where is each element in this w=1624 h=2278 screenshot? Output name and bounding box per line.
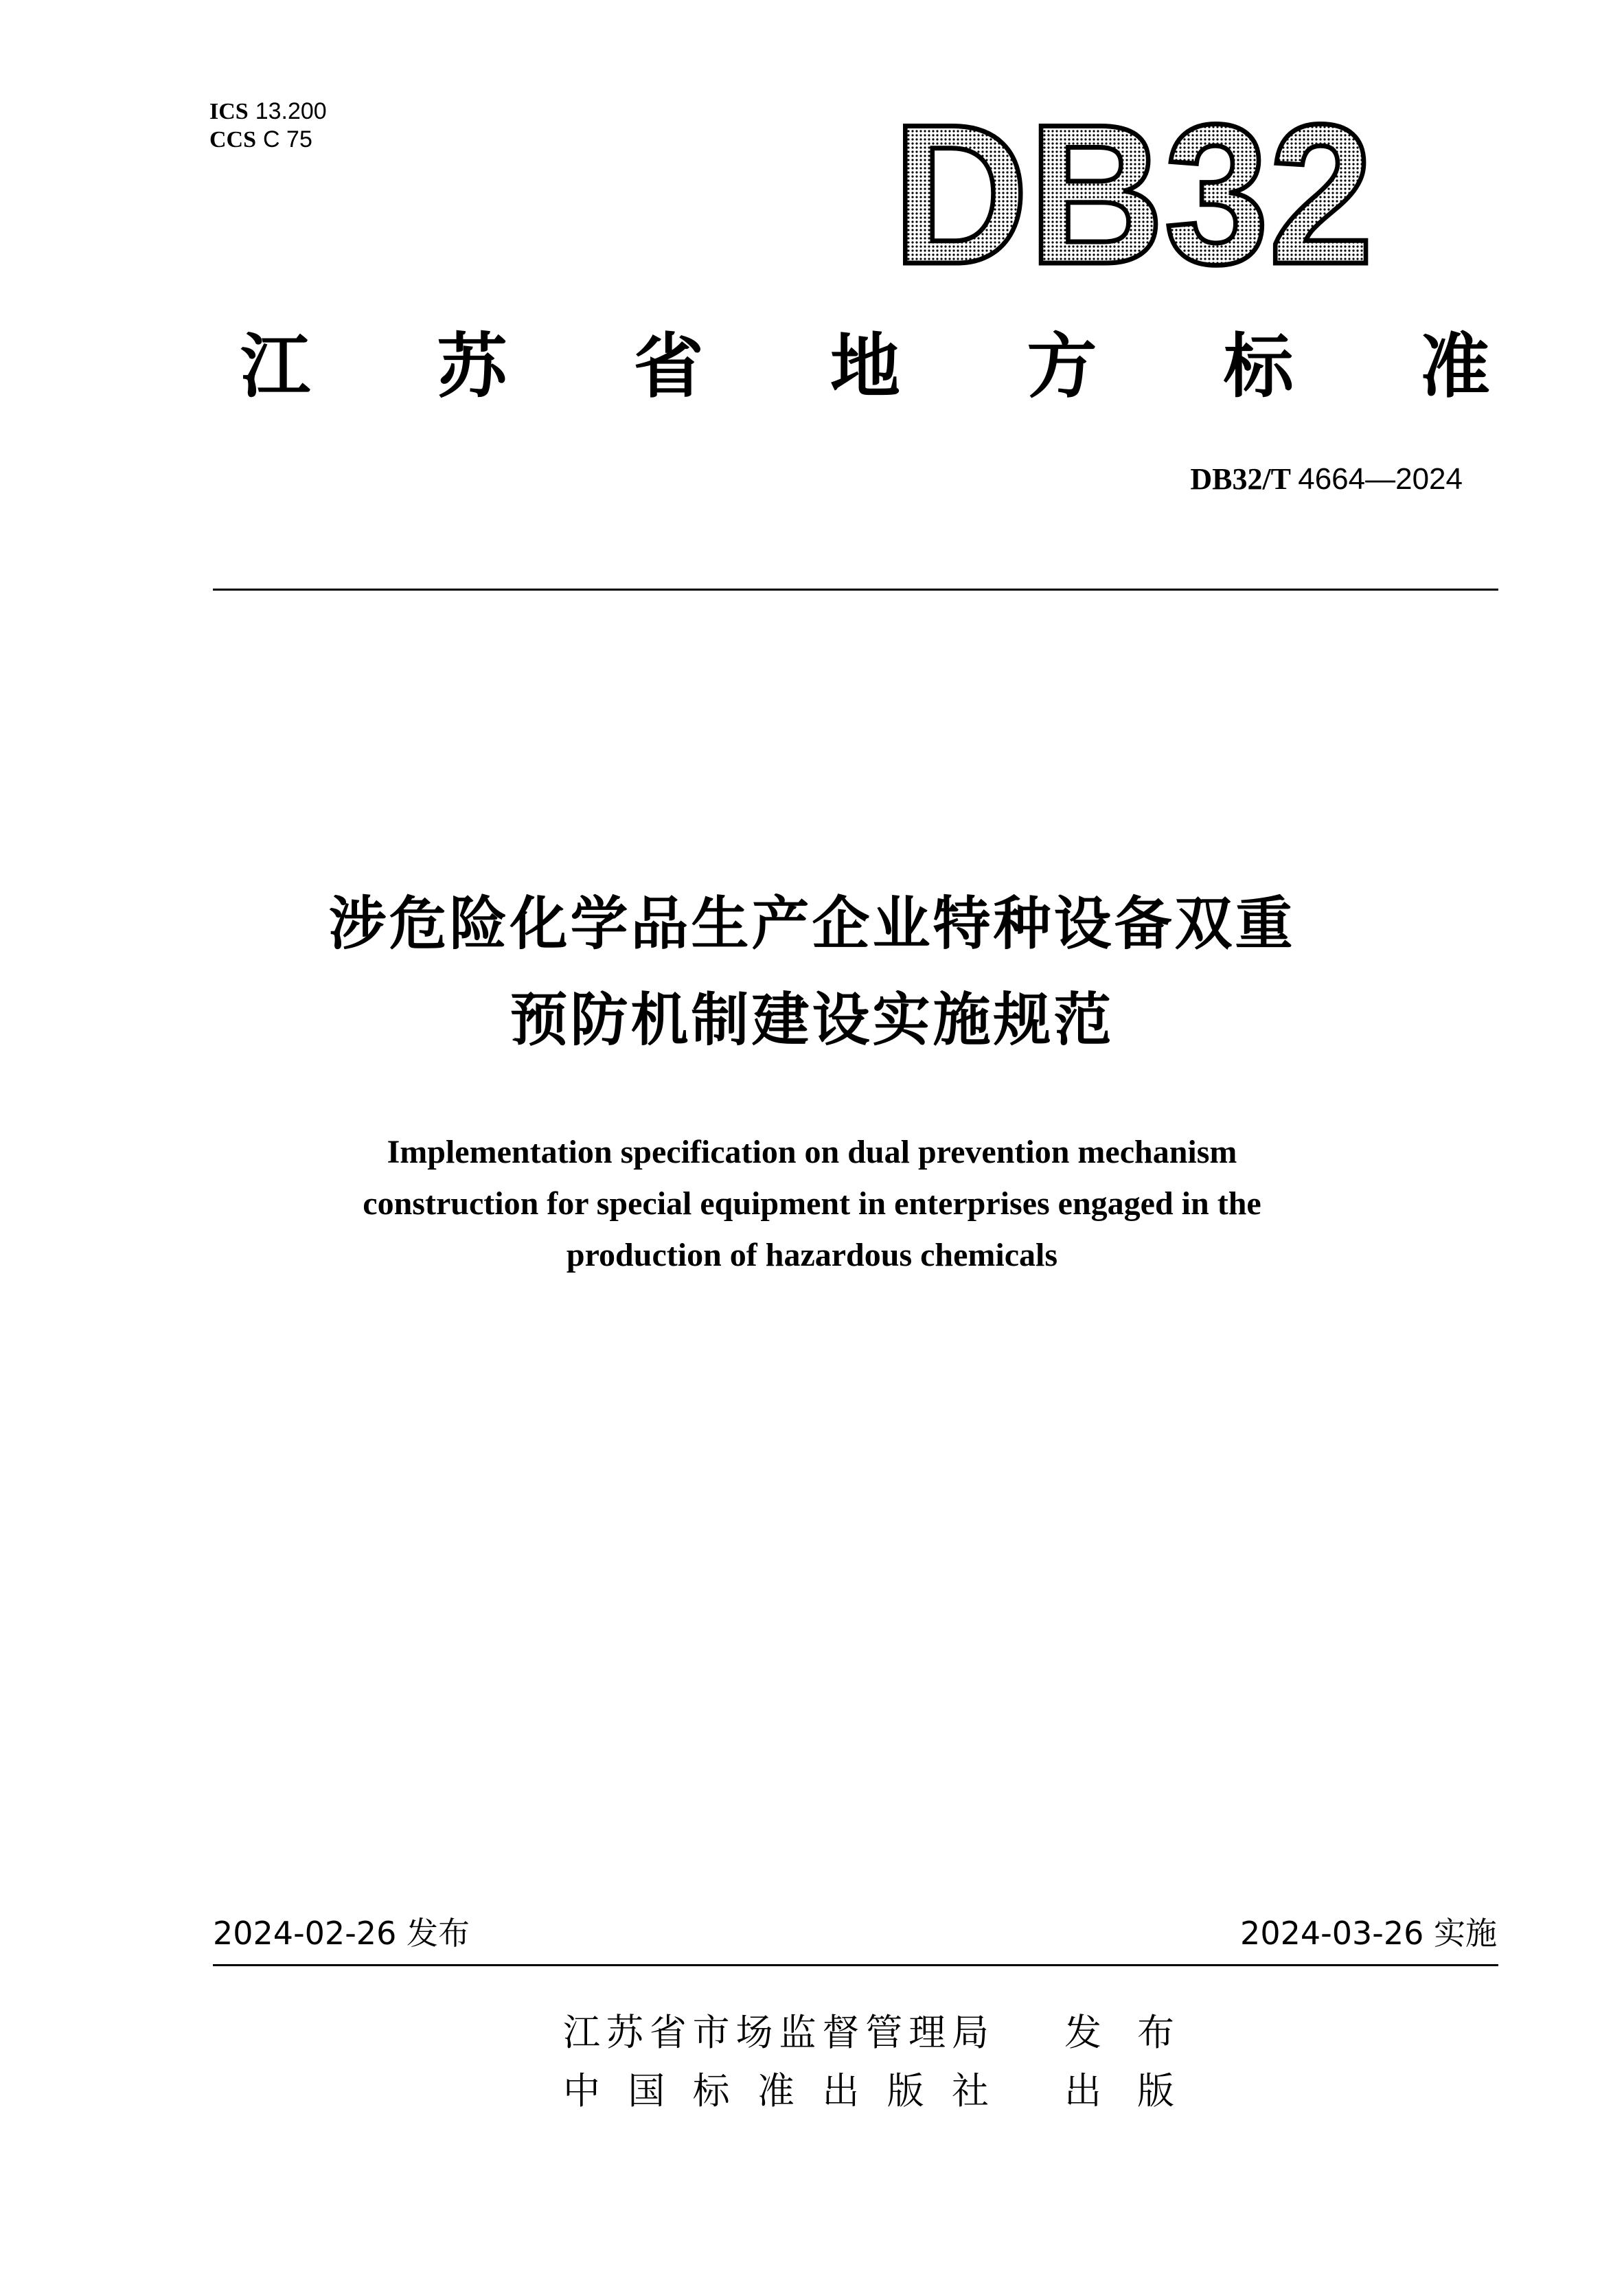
standard-number-value: 4664—2024 [1298,462,1463,496]
bottom-divider [213,1964,1498,1966]
ics-value: 13.200 [255,98,327,124]
category-char: 地 [830,326,900,408]
category-char: 准 [1419,326,1490,408]
standard-category [240,323,1490,412]
publish-date: 2024-02-26 发布 [213,1915,470,1952]
title-cn-line-2: 预防机制建设实施规范 [510,986,1114,1053]
title-en-line: production of hazardous chemicals [566,1237,1058,1273]
standard-number [1190,460,1463,499]
category-char: 省 [633,326,704,408]
ccs-value: C 75 [263,126,312,152]
ccs-label: CCS [209,127,257,152]
classification-codes [209,98,327,154]
ics-code [209,98,327,126]
title-en [0,1126,1624,1281]
title-cn-line-1: 涉危险化学品生产企业特种设备双重 [328,890,1296,957]
category-char: 苏 [437,326,507,408]
title-en-line: construction for special equipment in enterprises engaged in the [363,1185,1261,1222]
category-char: 江 [240,326,310,408]
issuer-role: 发 布 [1064,2011,1174,2054]
publisher-row [563,2067,1181,2115]
standard-number-prefix: DB32/T [1190,462,1299,496]
category-char: 标 [1223,326,1294,408]
category-char: 方 [1027,326,1097,408]
implement-date: 2024-03-26 实施 [1240,1915,1497,1952]
ccs-code [209,126,327,154]
issuer-row [563,2009,1181,2057]
title-en-line: Implementation specification on dual prevention mechanism [387,1134,1237,1170]
logo-text: DB32 [893,109,1373,280]
issuer-name: 江苏省市场监督管理局 [563,2011,989,2054]
publisher-role: 出 版 [1064,2069,1174,2112]
db32-logo [886,109,1380,280]
ics-label: ICS [209,99,249,124]
top-divider [213,589,1498,591]
publisher-name: 中国标准出版社 [563,2069,989,2112]
